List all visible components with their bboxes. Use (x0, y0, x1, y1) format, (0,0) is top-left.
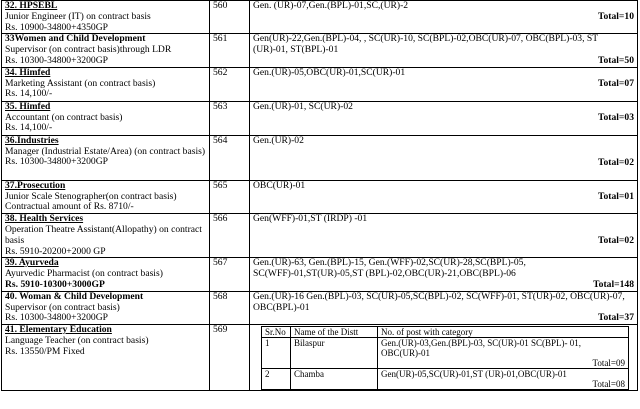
vacancy-cell (250, 291, 638, 324)
category-number: 564 (210, 135, 250, 180)
post-cell (2, 291, 210, 324)
pay-scale: Rs. 14,100/- (5, 122, 53, 134)
department-name: 41. Elementary Education (5, 324, 112, 336)
post-cell (2, 101, 210, 135)
vacancy-breakdown: Gen. (UR)-07,Gen.(BPL)-01,SC,(UR)-2 (253, 0, 409, 11)
vacancy-total: Total=37 (597, 312, 634, 324)
post-name: Ayurvedic Pharmacist (on contract basis) (5, 268, 163, 280)
vacancy-cell (250, 180, 638, 213)
vacancy-total: Total=10 (597, 10, 634, 22)
table-row (2, 325, 638, 391)
post-name: Junior Engineer (IT) on contract basis (5, 10, 151, 22)
district-cell (250, 325, 638, 391)
vacancy-cell (250, 1, 638, 34)
post-name: Supervisor (on contract basis)through LDR (5, 44, 172, 56)
pay-scale: Rs. 13550/PM Fixed (5, 345, 85, 357)
vacancy-breakdown: OBC(UR)-01 (253, 179, 306, 191)
table-row (2, 214, 638, 258)
department-name: 37.Prosecution (5, 179, 66, 191)
post-name: Accountant (on contract basis) (5, 111, 123, 123)
vacancy-cell (250, 135, 638, 180)
department-name: 40. Woman & Child Development (5, 290, 144, 302)
vacancy-cell (250, 214, 638, 258)
district-breakdown: Gen(UR)-05,SC(UR)-01,ST (UR)-01,OBC(UR)-01 (381, 369, 567, 380)
district-sr-no: 2 (262, 369, 291, 390)
district-table (261, 326, 629, 390)
posts-table-body (2, 1, 638, 391)
district-row (262, 369, 629, 390)
district-sr-no: 1 (262, 338, 291, 369)
vacancy-breakdown: Gen.(UR)-16 Gen.(BPL)-03, SC(UR)-05,SC(BPL)-02, SC(WFF)-01, ST(UR)-02, OBC(UR)-07, OBC(BPL)-01 (253, 290, 625, 313)
post-cell (2, 67, 210, 101)
post-name: Supervisor (on contract basis) (5, 301, 120, 313)
vacancy-total: Total=02 (597, 156, 634, 168)
district-total: Total=09 (592, 358, 625, 369)
category-number: 565 (210, 180, 250, 213)
vacancy-total: Total=02 (597, 234, 634, 246)
category-number: 568 (210, 291, 250, 324)
category-number: 561 (210, 34, 250, 67)
vacancy-cell (250, 34, 638, 67)
category-number: 566 (210, 214, 250, 258)
department-name: 39. Ayurveda (5, 257, 59, 269)
header-sr-no: Sr.No (262, 327, 291, 338)
post-cell (2, 180, 210, 213)
post-cell (2, 135, 210, 180)
vacancy-cell (250, 67, 638, 101)
vacancy-total: Total=03 (597, 111, 634, 123)
vacancy-breakdown: Gen.(UR)-02 (253, 134, 304, 146)
department-name: 32. HPSEBL (5, 0, 58, 11)
department-name: 38. Health Services (5, 213, 84, 225)
header-posts: No. of post with category (378, 327, 629, 338)
district-table-header (262, 327, 629, 338)
district-breakdown: Gen.(UR)-03,Gen.(BPL)-03, SC(UR)-01 SC(BPL)- 01, OBC(UR)-01 (381, 338, 581, 359)
post-name: Marketing Assistant (on contract basis) (5, 77, 156, 89)
district-posts (378, 369, 629, 390)
pay-scale: Contractual amount of Rs. 8710/- (5, 201, 134, 213)
posts-table (1, 0, 638, 391)
vacancy-cell (250, 101, 638, 135)
district-total: Total=08 (592, 379, 625, 390)
vacancy-breakdown: Gen(WFF)-01,ST (IRDP) -01 (253, 213, 368, 225)
department-name: 35. Himfed (5, 100, 51, 112)
post-cell (2, 34, 210, 67)
header-district: Name of the Distt (291, 327, 378, 338)
table-row (2, 101, 638, 135)
vacancy-total: Total=07 (597, 77, 634, 89)
vacancy-cell (250, 258, 638, 291)
vacancy-total: Total=01 (597, 190, 634, 202)
department-name: 36.Industries (5, 134, 59, 146)
vacancy-total: Total=50 (597, 54, 634, 66)
post-cell (2, 214, 210, 258)
pay-scale: Rs. 10300-34800+3200GP (5, 156, 108, 168)
category-number: 562 (210, 67, 250, 101)
district-posts (378, 338, 629, 369)
district-name: Chamba (291, 369, 378, 390)
pay-scale: Rs. 5910-20200+2000 GP (5, 245, 106, 257)
pay-scale: Rs. 10900-34800+4350GP (5, 21, 108, 33)
post-cell (2, 1, 210, 34)
table-row (2, 135, 638, 180)
table-row (2, 180, 638, 213)
vacancy-breakdown: Gen.(UR)-05,OBC(UR)-01,SC(UR)-01 (253, 66, 406, 78)
post-name: Manager (Industrial Estate/Area) (on contract basis) (5, 145, 206, 157)
vacancy-breakdown: Gen.(UR)-01, SC(UR)-02 (253, 100, 353, 112)
table-row (2, 291, 638, 324)
table-row (2, 67, 638, 101)
department-name: 34. Himfed (5, 66, 51, 78)
pay-scale: Rs. 14,100/- (5, 88, 53, 100)
post-name: Operation Theatre Assistant(Allopathy) on contract basis (5, 223, 202, 246)
post-name: Language Teacher (on contract basis) (5, 334, 149, 346)
category-number: 563 (210, 101, 250, 135)
category-number: 569 (210, 325, 250, 391)
department-name: 33Women and Child Development (5, 33, 146, 45)
district-name: Bilaspur (291, 338, 378, 369)
pay-scale: Rs. 10300-34800+3200GP (5, 312, 108, 324)
table-row (2, 1, 638, 34)
vacancy-total: Total=148 (593, 278, 634, 290)
table-row (2, 258, 638, 291)
post-cell (2, 258, 210, 291)
category-number: 560 (210, 1, 250, 34)
post-name: Junior Scale Stenographer(on contract basis) (5, 190, 177, 202)
category-number: 567 (210, 258, 250, 291)
pay-scale: Rs. 10300-34800+3200GP (5, 54, 108, 66)
vacancy-breakdown: Gen(UR)-22,Gen.(BPL)-04, , SC(UR)-10, SC(BPL)-02,OBC(UR)-07, OBC(BPL)-03, ST (UR)-01, ST(BPL)-01 (253, 33, 598, 56)
post-cell (2, 325, 210, 391)
table-row (2, 34, 638, 67)
pay-scale: Rs. 5910-10300+3000GP (5, 278, 105, 290)
vacancy-breakdown: Gen.(UR)-63, Gen.(BPL)-15, Gen.(WFF)-02,SC(UR)-28,SC(BPL)-05, SC(WFF)-01,ST(UR)-05,ST (BPL)-02,OBC(UR)-21,OBC(BPL)-06 (253, 257, 526, 280)
district-row (262, 338, 629, 369)
